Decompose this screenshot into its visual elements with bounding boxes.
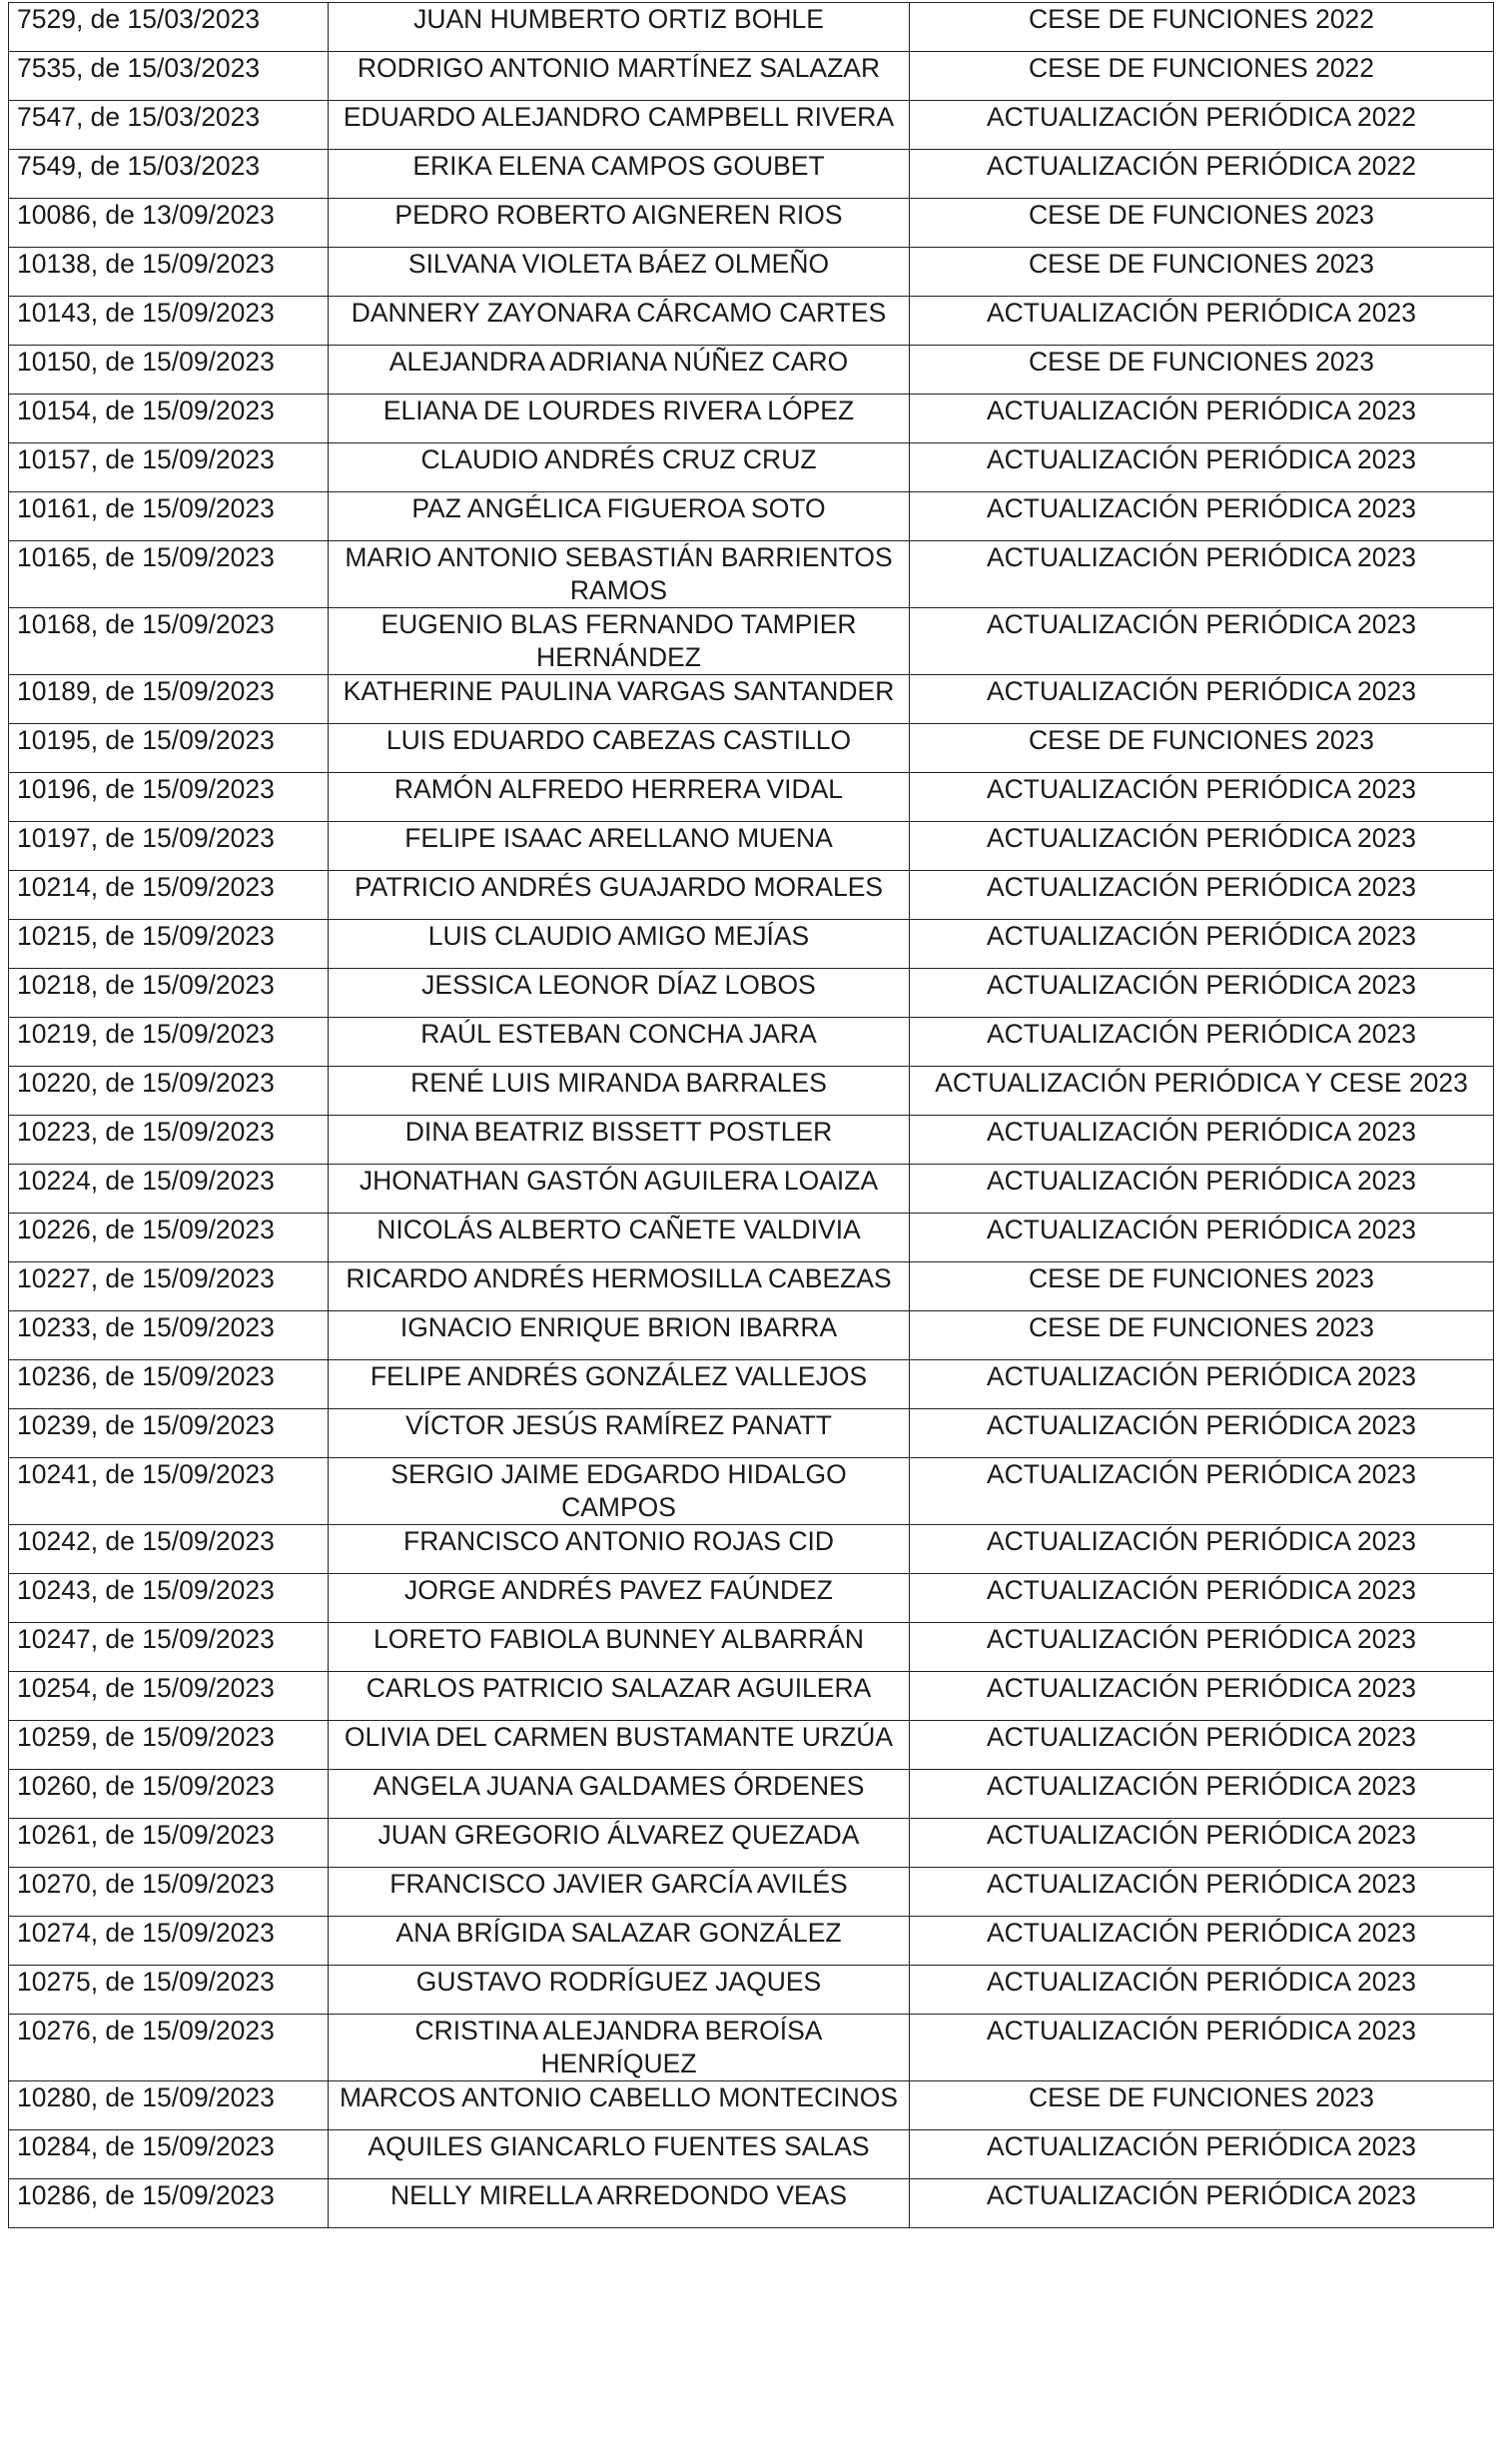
table-row [9, 1165, 1494, 1214]
official-name-cell: CLAUDIO ANDRÉS CRUZ CRUZ [329, 443, 910, 492]
resolution-cell: 10226, de 15/09/2023 [9, 1214, 329, 1262]
resolution-cell: 10236, de 15/09/2023 [9, 1360, 329, 1409]
resolution-cell: 10220, de 15/09/2023 [9, 1067, 329, 1116]
official-name-cell: DANNERY ZAYONARA CÁRCAMO CARTES [329, 297, 910, 346]
resolution-cell: 10150, de 15/09/2023 [9, 346, 329, 395]
official-name-cell: RODRIGO ANTONIO MARTÍNEZ SALAZAR [329, 52, 910, 101]
official-name-cell: EDUARDO ALEJANDRO CAMPBELL RIVERA [329, 101, 910, 150]
declaration-type-cell: ACTUALIZACIÓN PERIÓDICA 2023 [910, 2130, 1494, 2179]
table-row [9, 1770, 1494, 1819]
declaration-type-cell: ACTUALIZACIÓN PERIÓDICA 2023 [910, 1672, 1494, 1721]
declaration-type-cell: CESE DE FUNCIONES 2023 [910, 199, 1494, 248]
official-name-cell: SERGIO JAIME EDGARDO HIDALGO CAMPOS [329, 1458, 910, 1525]
declaration-type-cell: ACTUALIZACIÓN PERIÓDICA 2023 [910, 2179, 1494, 2228]
table-row [9, 101, 1494, 150]
official-name-cell: FRANCISCO JAVIER GARCÍA AVILÉS [329, 1868, 910, 1917]
table-row [9, 150, 1494, 199]
resolution-cell: 10214, de 15/09/2023 [9, 871, 329, 920]
table-body [9, 3, 1494, 2228]
declaration-type-cell: ACTUALIZACIÓN PERIÓDICA Y CESE 2023 [910, 1067, 1494, 1116]
official-name-cell: SILVANA VIOLETA BÁEZ OLMEÑO [329, 248, 910, 297]
resolution-cell: 10138, de 15/09/2023 [9, 248, 329, 297]
official-name-cell: LORETO FABIOLA BUNNEY ALBARRÁN [329, 1623, 910, 1672]
table-row [9, 608, 1494, 675]
resolution-cell: 10247, de 15/09/2023 [9, 1623, 329, 1672]
table-row [9, 1868, 1494, 1917]
official-name-cell: JUAN HUMBERTO ORTIZ BOHLE [329, 3, 910, 52]
declaration-type-cell: ACTUALIZACIÓN PERIÓDICA 2023 [910, 608, 1494, 675]
resolution-cell: 10219, de 15/09/2023 [9, 1018, 329, 1067]
declaration-type-cell: ACTUALIZACIÓN PERIÓDICA 2023 [910, 1819, 1494, 1868]
declaration-type-cell: ACTUALIZACIÓN PERIÓDICA 2023 [910, 1770, 1494, 1819]
declaration-type-cell: ACTUALIZACIÓN PERIÓDICA 2023 [910, 541, 1494, 608]
resolution-cell: 10195, de 15/09/2023 [9, 724, 329, 773]
table-row [9, 1311, 1494, 1360]
table-row [9, 920, 1494, 969]
table-row [9, 822, 1494, 871]
declaration-type-cell: ACTUALIZACIÓN PERIÓDICA 2023 [910, 1623, 1494, 1672]
official-name-cell: RICARDO ANDRÉS HERMOSILLA CABEZAS [329, 1262, 910, 1311]
official-name-cell: JORGE ANDRÉS PAVEZ FAÚNDEZ [329, 1574, 910, 1623]
declaration-type-cell: ACTUALIZACIÓN PERIÓDICA 2023 [910, 969, 1494, 1018]
resolution-cell: 10280, de 15/09/2023 [9, 2081, 329, 2130]
table-row [9, 1525, 1494, 1574]
table-row [9, 1360, 1494, 1409]
resolution-cell: 10239, de 15/09/2023 [9, 1409, 329, 1458]
table-row [9, 969, 1494, 1018]
declaration-type-cell: ACTUALIZACIÓN PERIÓDICA 2023 [910, 1868, 1494, 1917]
resolution-cell: 10168, de 15/09/2023 [9, 608, 329, 675]
resolution-cell: 10196, de 15/09/2023 [9, 773, 329, 822]
resolution-cell: 10284, de 15/09/2023 [9, 2130, 329, 2179]
resolution-cell: 10259, de 15/09/2023 [9, 1721, 329, 1770]
official-name-cell: JUAN GREGORIO ÁLVAREZ QUEZADA [329, 1819, 910, 1868]
declaration-type-cell: CESE DE FUNCIONES 2022 [910, 52, 1494, 101]
resolution-cell: 10286, de 15/09/2023 [9, 2179, 329, 2228]
declaration-type-cell: ACTUALIZACIÓN PERIÓDICA 2023 [910, 1409, 1494, 1458]
table-row [9, 2130, 1494, 2179]
table-row [9, 1966, 1494, 2015]
official-name-cell: LUIS EDUARDO CABEZAS CASTILLO [329, 724, 910, 773]
table-row [9, 1262, 1494, 1311]
table-row [9, 297, 1494, 346]
table-row [9, 1917, 1494, 1966]
official-name-cell: NELLY MIRELLA ARREDONDO VEAS [329, 2179, 910, 2228]
official-name-cell: PAZ ANGÉLICA FIGUEROA SOTO [329, 492, 910, 541]
official-name-cell: LUIS CLAUDIO AMIGO MEJÍAS [329, 920, 910, 969]
resolution-cell: 10157, de 15/09/2023 [9, 443, 329, 492]
resolution-cell: 10254, de 15/09/2023 [9, 1672, 329, 1721]
official-name-cell: ERIKA ELENA CAMPOS GOUBET [329, 150, 910, 199]
declaration-type-cell: ACTUALIZACIÓN PERIÓDICA 2023 [910, 773, 1494, 822]
resolution-cell: 10223, de 15/09/2023 [9, 1116, 329, 1165]
resolution-cell: 10086, de 13/09/2023 [9, 199, 329, 248]
resolution-cell: 10161, de 15/09/2023 [9, 492, 329, 541]
declaration-type-cell: ACTUALIZACIÓN PERIÓDICA 2023 [910, 675, 1494, 724]
official-name-cell: MARCOS ANTONIO CABELLO MONTECINOS [329, 2081, 910, 2130]
official-name-cell: RAMÓN ALFREDO HERRERA VIDAL [329, 773, 910, 822]
declaration-type-cell: ACTUALIZACIÓN PERIÓDICA 2023 [910, 1574, 1494, 1623]
official-name-cell: OLIVIA DEL CARMEN BUSTAMANTE URZÚA [329, 1721, 910, 1770]
official-name-cell: DINA BEATRIZ BISSETT POSTLER [329, 1116, 910, 1165]
resolution-cell: 10143, de 15/09/2023 [9, 297, 329, 346]
declaration-type-cell: ACTUALIZACIÓN PERIÓDICA 2023 [910, 1966, 1494, 2015]
table-row [9, 346, 1494, 395]
declaration-type-cell: CESE DE FUNCIONES 2023 [910, 1311, 1494, 1360]
official-name-cell: FELIPE ISAAC ARELLANO MUENA [329, 822, 910, 871]
resolution-cell: 10165, de 15/09/2023 [9, 541, 329, 608]
table-row [9, 773, 1494, 822]
official-name-cell: VÍCTOR JESÚS RAMÍREZ PANATT [329, 1409, 910, 1458]
table-row [9, 2179, 1494, 2228]
table-row [9, 443, 1494, 492]
declaration-type-cell: ACTUALIZACIÓN PERIÓDICA 2022 [910, 150, 1494, 199]
declaration-type-cell: CESE DE FUNCIONES 2023 [910, 2081, 1494, 2130]
table-row [9, 492, 1494, 541]
table-row [9, 1721, 1494, 1770]
declaration-type-cell: CESE DE FUNCIONES 2023 [910, 346, 1494, 395]
resolution-cell: 7549, de 15/03/2023 [9, 150, 329, 199]
official-name-cell: FELIPE ANDRÉS GONZÁLEZ VALLEJOS [329, 1360, 910, 1409]
table-row [9, 675, 1494, 724]
table-row [9, 2015, 1494, 2081]
resolution-cell: 10189, de 15/09/2023 [9, 675, 329, 724]
official-name-cell: KATHERINE PAULINA VARGAS SANTANDER [329, 675, 910, 724]
official-name-cell: NICOLÁS ALBERTO CAÑETE VALDIVIA [329, 1214, 910, 1262]
declaration-type-cell: ACTUALIZACIÓN PERIÓDICA 2023 [910, 1525, 1494, 1574]
declaration-type-cell: ACTUALIZACIÓN PERIÓDICA 2023 [910, 297, 1494, 346]
official-name-cell: CARLOS PATRICIO SALAZAR AGUILERA [329, 1672, 910, 1721]
declaration-type-cell: CESE DE FUNCIONES 2022 [910, 3, 1494, 52]
official-name-cell: ANA BRÍGIDA SALAZAR GONZÁLEZ [329, 1917, 910, 1966]
table-row [9, 1819, 1494, 1868]
resolution-cell: 7529, de 15/03/2023 [9, 3, 329, 52]
declaration-type-cell: CESE DE FUNCIONES 2023 [910, 724, 1494, 773]
resolution-cell: 10227, de 15/09/2023 [9, 1262, 329, 1311]
resolution-cell: 10224, de 15/09/2023 [9, 1165, 329, 1214]
declarations-table [8, 2, 1494, 2228]
resolution-cell: 10270, de 15/09/2023 [9, 1868, 329, 1917]
official-name-cell: RAÚL ESTEBAN CONCHA JARA [329, 1018, 910, 1067]
declaration-type-cell: ACTUALIZACIÓN PERIÓDICA 2023 [910, 920, 1494, 969]
declaration-type-cell: ACTUALIZACIÓN PERIÓDICA 2023 [910, 1458, 1494, 1525]
declaration-type-cell: ACTUALIZACIÓN PERIÓDICA 2023 [910, 822, 1494, 871]
resolution-cell: 10154, de 15/09/2023 [9, 395, 329, 443]
resolution-cell: 10274, de 15/09/2023 [9, 1917, 329, 1966]
resolution-cell: 10197, de 15/09/2023 [9, 822, 329, 871]
declaration-type-cell: ACTUALIZACIÓN PERIÓDICA 2023 [910, 1917, 1494, 1966]
official-name-cell: JESSICA LEONOR DÍAZ LOBOS [329, 969, 910, 1018]
table-row [9, 1116, 1494, 1165]
resolution-cell: 10276, de 15/09/2023 [9, 2015, 329, 2081]
table-row [9, 395, 1494, 443]
table-row [9, 3, 1494, 52]
declaration-type-cell: ACTUALIZACIÓN PERIÓDICA 2023 [910, 1116, 1494, 1165]
declaration-type-cell: ACTUALIZACIÓN PERIÓDICA 2023 [910, 1360, 1494, 1409]
resolution-cell: 10241, de 15/09/2023 [9, 1458, 329, 1525]
official-name-cell: MARIO ANTONIO SEBASTIÁN BARRIENTOS RAMOS [329, 541, 910, 608]
table-row [9, 1672, 1494, 1721]
resolution-cell: 10218, de 15/09/2023 [9, 969, 329, 1018]
table-row [9, 1458, 1494, 1525]
table-row [9, 1623, 1494, 1672]
declaration-type-cell: ACTUALIZACIÓN PERIÓDICA 2023 [910, 1214, 1494, 1262]
table-row [9, 724, 1494, 773]
resolution-cell: 10242, de 15/09/2023 [9, 1525, 329, 1574]
table-row [9, 52, 1494, 101]
official-name-cell: AQUILES GIANCARLO FUENTES SALAS [329, 2130, 910, 2179]
declaration-type-cell: ACTUALIZACIÓN PERIÓDICA 2023 [910, 1018, 1494, 1067]
official-name-cell: ANGELA JUANA GALDAMES ÓRDENES [329, 1770, 910, 1819]
table-row [9, 248, 1494, 297]
resolution-cell: 7535, de 15/03/2023 [9, 52, 329, 101]
resolution-cell: 10215, de 15/09/2023 [9, 920, 329, 969]
declaration-type-cell: ACTUALIZACIÓN PERIÓDICA 2022 [910, 101, 1494, 150]
official-name-cell: RENÉ LUIS MIRANDA BARRALES [329, 1067, 910, 1116]
resolution-cell: 10243, de 15/09/2023 [9, 1574, 329, 1623]
resolution-cell: 10233, de 15/09/2023 [9, 1311, 329, 1360]
declaration-type-cell: ACTUALIZACIÓN PERIÓDICA 2023 [910, 395, 1494, 443]
declaration-type-cell: ACTUALIZACIÓN PERIÓDICA 2023 [910, 1721, 1494, 1770]
official-name-cell: PEDRO ROBERTO AIGNEREN RIOS [329, 199, 910, 248]
official-name-cell: CRISTINA ALEJANDRA BEROÍSA HENRÍQUEZ [329, 2015, 910, 2081]
declaration-type-cell: CESE DE FUNCIONES 2023 [910, 248, 1494, 297]
resolution-cell: 10261, de 15/09/2023 [9, 1819, 329, 1868]
resolution-cell: 7547, de 15/03/2023 [9, 101, 329, 150]
declaration-type-cell: ACTUALIZACIÓN PERIÓDICA 2023 [910, 2015, 1494, 2081]
table-row [9, 199, 1494, 248]
declaration-type-cell: ACTUALIZACIÓN PERIÓDICA 2023 [910, 1165, 1494, 1214]
declaration-type-cell: CESE DE FUNCIONES 2023 [910, 1262, 1494, 1311]
resolution-cell: 10275, de 15/09/2023 [9, 1966, 329, 2015]
official-name-cell: PATRICIO ANDRÉS GUAJARDO MORALES [329, 871, 910, 920]
declaration-type-cell: ACTUALIZACIÓN PERIÓDICA 2023 [910, 443, 1494, 492]
official-name-cell: IGNACIO ENRIQUE BRION IBARRA [329, 1311, 910, 1360]
official-name-cell: GUSTAVO RODRÍGUEZ JAQUES [329, 1966, 910, 2015]
official-name-cell: ELIANA DE LOURDES RIVERA LÓPEZ [329, 395, 910, 443]
resolution-cell: 10260, de 15/09/2023 [9, 1770, 329, 1819]
table-row [9, 1409, 1494, 1458]
table-row [9, 1214, 1494, 1262]
table-row [9, 1574, 1494, 1623]
declaration-type-cell: ACTUALIZACIÓN PERIÓDICA 2023 [910, 871, 1494, 920]
official-name-cell: FRANCISCO ANTONIO ROJAS CID [329, 1525, 910, 1574]
table-row [9, 1067, 1494, 1116]
table-row [9, 1018, 1494, 1067]
declaration-type-cell: ACTUALIZACIÓN PERIÓDICA 2023 [910, 492, 1494, 541]
official-name-cell: EUGENIO BLAS FERNANDO TAMPIER HERNÁNDEZ [329, 608, 910, 675]
official-name-cell: ALEJANDRA ADRIANA NÚÑEZ CARO [329, 346, 910, 395]
table-row [9, 541, 1494, 608]
table-row [9, 2081, 1494, 2130]
official-name-cell: JHONATHAN GASTÓN AGUILERA LOAIZA [329, 1165, 910, 1214]
table-row [9, 871, 1494, 920]
